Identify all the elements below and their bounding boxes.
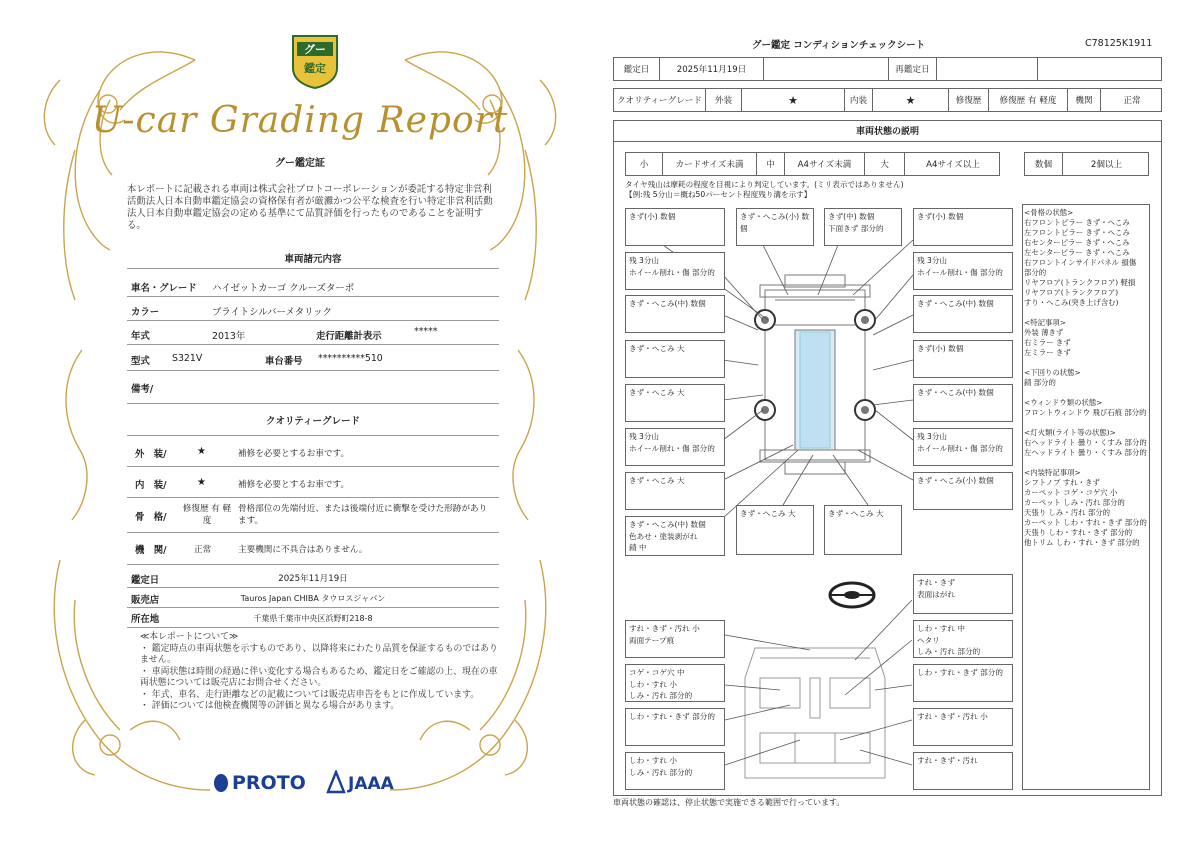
engine-label: 機 関/ <box>135 545 167 556</box>
dealer-label: 販売店 <box>131 595 160 606</box>
interior-box: しわ・すれ 小 しみ・汚れ 部分的 <box>625 752 725 790</box>
note-line: <灯火類(ライト等の状態)> <box>1024 428 1116 437</box>
legend-large: 大 <box>865 153 905 175</box>
section-title: 車両状態の説明 <box>613 120 1162 142</box>
sheet-code: C78125K1911 <box>1085 38 1153 49</box>
frame-label: 骨 格/ <box>135 512 167 523</box>
note-line <box>1024 358 1149 368</box>
year-value: 2013年 <box>212 331 246 342</box>
jaaa-logo: JAAA <box>348 774 394 794</box>
damage-box: きず・へこみ(中) 数個 <box>625 295 725 333</box>
condition-notes-list <box>1024 208 1149 548</box>
remarks-label: 備考/ <box>131 384 154 395</box>
size-legend <box>625 152 1000 176</box>
divider <box>127 466 499 467</box>
note-line <box>1024 308 1149 318</box>
note-line: <特記事項> <box>1024 318 1066 327</box>
tire-example: 【例:残 5分山＝概ね50パーセント程度残り溝を示す】 <box>625 190 812 199</box>
interior-box: すれ・きず・汚れ 小 <box>913 708 1013 746</box>
note-item: ・ 鑑定時点の車両状態を示すものであり、以降将来にわたり品質を保証するものではありません。 <box>140 643 498 665</box>
exterior-value: ★ <box>742 89 845 111</box>
spec-heading: 車両諸元内容 <box>284 254 342 265</box>
frame-grade: 修復歴 有 軽度 <box>182 504 232 526</box>
legend-count-desc: 2個以上 <box>1090 160 1123 170</box>
proto-logo: PROTO <box>232 772 306 794</box>
note-line: 部分的 <box>1024 268 1047 277</box>
date-value: 2025年11月19日 <box>660 58 764 80</box>
divider <box>127 435 499 436</box>
damage-box: きず・へこみ 大 <box>736 505 814 555</box>
date-value: 2025年11月19日 <box>278 574 348 584</box>
interior-label: 内 装/ <box>135 480 167 491</box>
damage-box: きず・へこみ 大 <box>625 340 725 378</box>
note-line <box>1024 458 1149 468</box>
damage-box: きず・へこみ(小) 数個 <box>913 472 1013 510</box>
model-label: 型式 <box>131 356 150 367</box>
interior-box: コゲ・コゲ穴 中 しわ・すれ 小 しみ・汚れ 部分的 <box>625 664 725 702</box>
note-line: 右フロントピラー きず・へこみ <box>1024 218 1130 227</box>
divider <box>127 607 499 608</box>
note-item: ・ 年式、車名、走行距離などの記載については販売店申告をもとに作成しています。 <box>140 689 480 700</box>
legend-count: 数個 <box>1025 153 1063 175</box>
badge-text-bottom: 鑑定 <box>304 62 326 75</box>
exterior-label: 外装 <box>706 89 742 111</box>
exterior-grade: ★ <box>197 446 206 457</box>
note-line: 左センターピラー きず・へこみ <box>1024 248 1130 257</box>
engine-desc: 主要機関に不具合はありません。 <box>238 545 368 555</box>
note-line: シフトノブ すれ・きず <box>1024 478 1100 487</box>
divider <box>127 370 499 371</box>
count-legend <box>1024 152 1149 176</box>
exterior-desc: 補修を必要とするお車です。 <box>238 449 350 459</box>
interior-box: しわ・すれ・きず 部分的 <box>625 708 725 746</box>
note-line: 天張り しわ・すれ・きず 部分的 <box>1024 528 1133 537</box>
divider <box>127 403 499 404</box>
interior-grade: ★ <box>197 477 206 488</box>
tire-box: 残 3分山 ホイール削れ・傷 部分的 <box>913 252 1013 290</box>
divider <box>127 497 499 498</box>
mileage-label: 走行距離計表示 <box>316 331 382 342</box>
divider <box>127 587 499 588</box>
exterior-label: 外 装/ <box>135 449 167 460</box>
note-line: <下回りの状態> <box>1024 368 1081 377</box>
certificate-subtitle: グー鑑定証 <box>275 158 325 169</box>
legend-mid-desc: A4サイズ未満 <box>785 153 865 175</box>
interior-label: 内装 <box>845 89 873 111</box>
dealer-value: Tauros Japan CHIBA タウロスジャパン <box>240 594 386 603</box>
damage-box: きず・へこみ(中) 数個 <box>913 295 1013 333</box>
damage-box: きず(中) 数個 下面きず 部分的 <box>824 208 902 246</box>
interior-value: ★ <box>873 89 949 111</box>
empty-cell <box>1038 58 1163 80</box>
reinspect-label: 再鑑定日 <box>889 58 937 80</box>
note-line: 左ミラー きず <box>1024 348 1071 357</box>
engine-value: 正常 <box>1123 96 1141 106</box>
frame-desc: 骨格部位の先端付近、または後端付近に衝撃を受けた形跡があります。 <box>238 504 488 526</box>
tire-box: 残 3分山 ホイール削れ・傷 部分的 <box>913 428 1013 466</box>
empty-cell <box>764 58 889 80</box>
color-value: ブライトシルバーメタリック <box>212 307 332 318</box>
legend-large-desc: A4サイズ以上 <box>926 160 980 170</box>
interior-box: しわ・すれ 中 ヘタリ しみ・汚れ 部分的 <box>913 620 1013 658</box>
damage-box: きず(小) 数個 <box>625 208 725 246</box>
damage-box: きず・へこみ(小) 数個 <box>736 208 814 246</box>
note-line: リヤフロア(トランクフロア) <box>1024 288 1119 297</box>
year-label: 年式 <box>131 331 150 342</box>
report-title: U-car Grading Report <box>91 100 509 141</box>
note-line: 外装 薄きず <box>1024 328 1064 337</box>
damage-box: きず(小) 数個 <box>913 340 1013 378</box>
color-label: カラー <box>131 307 160 318</box>
damage-box: きず・へこみ(中) 数個 <box>913 384 1013 422</box>
damage-box: きず・へこみ(中) 数個 色あせ・塗装剥がれ 錆 中 <box>625 516 725 556</box>
jaaa-logo-mark <box>326 770 346 794</box>
interior-desc: 補修を必要とするお車です。 <box>238 480 350 490</box>
address-label: 所在地 <box>131 614 160 625</box>
chassis-label: 車台番号 <box>265 356 303 367</box>
tire-note: タイヤ残山は摩耗の程度を目視により判定しています。(ミリ表示ではありません) <box>625 180 904 189</box>
inspection-date-row <box>613 57 1162 81</box>
engine-grade: 正常 <box>194 545 212 555</box>
divider <box>127 532 499 533</box>
note-line <box>1024 388 1149 398</box>
repair-value: 修復歴 有 軽度 <box>989 89 1068 111</box>
interior-box: すれ・きず・汚れ 小 両面テープ痕 <box>625 620 725 658</box>
note-line: 錆 部分的 <box>1024 378 1056 387</box>
certificate-intro: 本レポートに記載される車両は株式会社プロトコーポレーションが委託する特定非営利活動法人日本自動車鑑定協会の資格保有者が厳灘かつ公平な検査を行い特定非営利活動法人日本自動車鑑定協会の定める基準にて品質評価を行ったものであることを証明する。 <box>127 184 493 231</box>
reinspect-value <box>937 58 1038 80</box>
damage-box: きず・へこみ 大 <box>824 505 902 555</box>
interior-box: すれ・きず・汚れ <box>913 752 1013 790</box>
note-line: リヤフロア(トランクフロア) 軽損 <box>1024 278 1136 287</box>
note-line: 右センターピラー きず・へこみ <box>1024 238 1130 247</box>
note-line: 右ヘッドライト 曇り・くすみ 部分的 <box>1024 438 1147 447</box>
tire-box: 残 3分山 ホイール削れ・傷 部分的 <box>625 252 725 290</box>
legend-small-desc: カードサイズ未満 <box>663 153 757 175</box>
mileage-value: ***** <box>414 326 438 337</box>
note-line: 右フロントインサイドパネル 損傷 <box>1024 258 1137 267</box>
note-line: カーペット しわ・すれ・きず 部分的 <box>1024 518 1147 527</box>
interior-box: しわ・すれ・きず 部分的 <box>913 664 1013 702</box>
divider <box>127 296 499 297</box>
chassis-value: **********510 <box>318 353 383 364</box>
model-value: S321V <box>172 353 203 364</box>
sheet-title: グー鑑定 コンディションチェックシート <box>752 40 926 51</box>
divider <box>127 320 499 321</box>
note-line: すり・へこみ(突き上げ含む) <box>1024 298 1119 307</box>
damage-box: きず・へこみ 大 <box>625 472 725 510</box>
date-label: 鑑定日 <box>614 58 660 80</box>
note-line: 左ヘッドライト 曇り・くすみ 部分的 <box>1024 448 1147 457</box>
divider <box>127 344 499 345</box>
legend-mid: 中 <box>757 153 785 175</box>
proto-logo-mark <box>214 774 228 792</box>
note-line: <内装特記事項> <box>1024 468 1081 477</box>
divider <box>127 627 499 628</box>
note-line: 天張り しみ・汚れ 部分的 <box>1024 508 1110 517</box>
interior-box: すれ・きず 表面はがれ <box>913 574 1013 614</box>
damage-box: きず・へこみ 大 <box>625 384 725 422</box>
note-line: 他トリム しわ・すれ・きず 部分的 <box>1024 538 1140 547</box>
note-item: ・ 車両状態は時間の経過に伴い変化する場合もあるため、鑑定日をご確認の上、現在の車両状態については販売店にお問合せください。 <box>140 666 498 688</box>
note-item: ・ 評価については他検査機関等の評価と異なる場合があります。 <box>140 701 400 711</box>
divider <box>127 564 499 565</box>
footer-note: 車両状態の確認は、停止状態で実施できる範囲で行っています。 <box>613 798 845 807</box>
quality-grade-label: クオリティーグレード <box>614 89 706 111</box>
grade-heading: クオリティーグレード <box>265 416 361 427</box>
address-value: 千葉県千葉市中央区浜野町218-8 <box>253 614 373 623</box>
notes-title: ≪本レポートについて≫ <box>140 632 239 642</box>
date-label: 鑑定日 <box>131 575 160 586</box>
car-name-label: 車名・グレード <box>131 283 197 294</box>
goo-kantei-badge-logo <box>289 30 341 90</box>
note-line: <ウィンドウ類の状態> <box>1024 398 1103 407</box>
repair-label: 修復歴 <box>949 89 989 111</box>
note-line: <骨格の状態> <box>1024 208 1074 217</box>
badge-text-top: グー <box>304 43 326 56</box>
engine-label: 機関 <box>1068 89 1101 111</box>
note-line: 左フロントピラー きず・へこみ <box>1024 228 1130 237</box>
damage-box: きず(小) 数個 <box>913 208 1013 246</box>
quality-grade-row <box>613 88 1162 112</box>
note-line: フロントウィンドウ 飛び石痕 部分的 <box>1024 408 1147 417</box>
note-line: 右ミラー きず <box>1024 338 1071 347</box>
legend-small: 小 <box>626 153 663 175</box>
car-name-value: ハイゼットカーゴ クルーズターボ <box>212 283 355 294</box>
report-notes <box>140 632 500 713</box>
divider <box>127 268 499 269</box>
tire-box: 残 3分山 ホイール削れ・傷 部分的 <box>625 428 725 466</box>
note-line <box>1024 418 1149 428</box>
note-line: カーペット コゲ・コゲ穴 小 <box>1024 488 1118 497</box>
note-line: カーペット しみ・汚れ 部分的 <box>1024 498 1125 507</box>
